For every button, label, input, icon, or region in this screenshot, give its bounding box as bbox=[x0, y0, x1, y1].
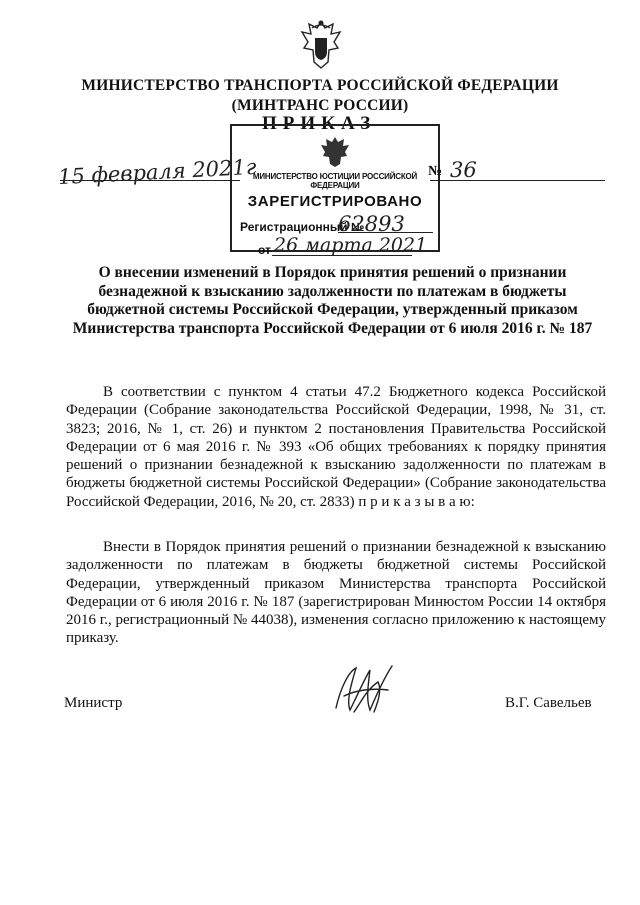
stamp-emblem-icon bbox=[318, 134, 352, 168]
ministry-name bbox=[60, 76, 580, 116]
stamp-reg-date: 26 марта 2021 bbox=[274, 234, 428, 256]
paragraph-text: В соответствии с пунктом 4 статьи 47.2 Бюджетного кодекса Российской Федерации (Собрание законодательства Российской Федерации, 1998, № 31, ст. 3823; 2016, № 1, ст. 26) и пунктом 2 постановления Правительства Российской Федерации от 6 мая 2016 г. № 393 «Об общих требованиях к порядку принятия решений о признании безнадежной к взысканию задолженности по платежам в бюджеты бюджетной системы Российской Федерации» (Собрание законодательства Российской Федерации, 2016, № 20, ст. 2833) п р и к а з ы в а ю: bbox=[66, 384, 606, 510]
order-date: 15 февраля 2021г bbox=[57, 154, 257, 190]
stamp-date-prefix: от bbox=[258, 243, 271, 257]
stamp-reg-label: Регистрационный № bbox=[240, 220, 365, 234]
order-number-sign: № bbox=[428, 164, 443, 179]
order-date-underline bbox=[60, 180, 240, 181]
stamp-ministry: МИНИСТЕРСТВО ЮСТИЦИИ РОССИЙСКОЙ ФЕДЕРАЦИИ bbox=[252, 172, 418, 190]
document-type: ПРИКАЗ bbox=[262, 113, 377, 134]
document-title: О внесении изменений в Порядок принятия решений о признании безнадежной к взысканию задолженности по платежам в бюджеты бюджетной системы Российской Федерации, утвержденный приказом Министерства транспорта Российской Федерации от 6 июля 2016 г. № 187 bbox=[72, 264, 593, 337]
stamp-reg-number: 62893 bbox=[338, 212, 405, 236]
signature-icon bbox=[326, 660, 406, 720]
ministry-line-2: (МИНТРАНС РОССИИ) bbox=[231, 97, 409, 114]
stamp-reg-underline bbox=[338, 232, 433, 233]
stamp-registered: ЗАРЕГИСТРИРОВАНО bbox=[247, 193, 423, 210]
coat-of-arms-icon bbox=[298, 18, 344, 70]
signer-name: В.Г. Савельев bbox=[505, 695, 592, 711]
paragraph-text: Внести в Порядок принятия решений о признании безнадежной к взысканию задолженности по платежам в бюджеты бюджетной системы Российской Федерации, утвержденный приказом Министерства транспорта Российской Федерации от 6 июля 2016 г. № 187 (зарегистрирован Минюстом России 14 октября 2016 г., регистрационный № 44038), изменения согласно приложению к настоящему приказу. bbox=[66, 539, 606, 647]
order-number-underline bbox=[430, 180, 605, 181]
signer-position: Министр bbox=[64, 695, 123, 711]
ministry-line-1: МИНИСТЕРСТВО ТРАНСПОРТА РОССИЙСКОЙ ФЕДЕРАЦИИ bbox=[81, 77, 559, 94]
order-number: 36 bbox=[450, 158, 477, 182]
body-paragraph-1 bbox=[66, 383, 606, 511]
stamp-date-underline bbox=[272, 255, 412, 256]
body-paragraph-2 bbox=[66, 538, 606, 648]
